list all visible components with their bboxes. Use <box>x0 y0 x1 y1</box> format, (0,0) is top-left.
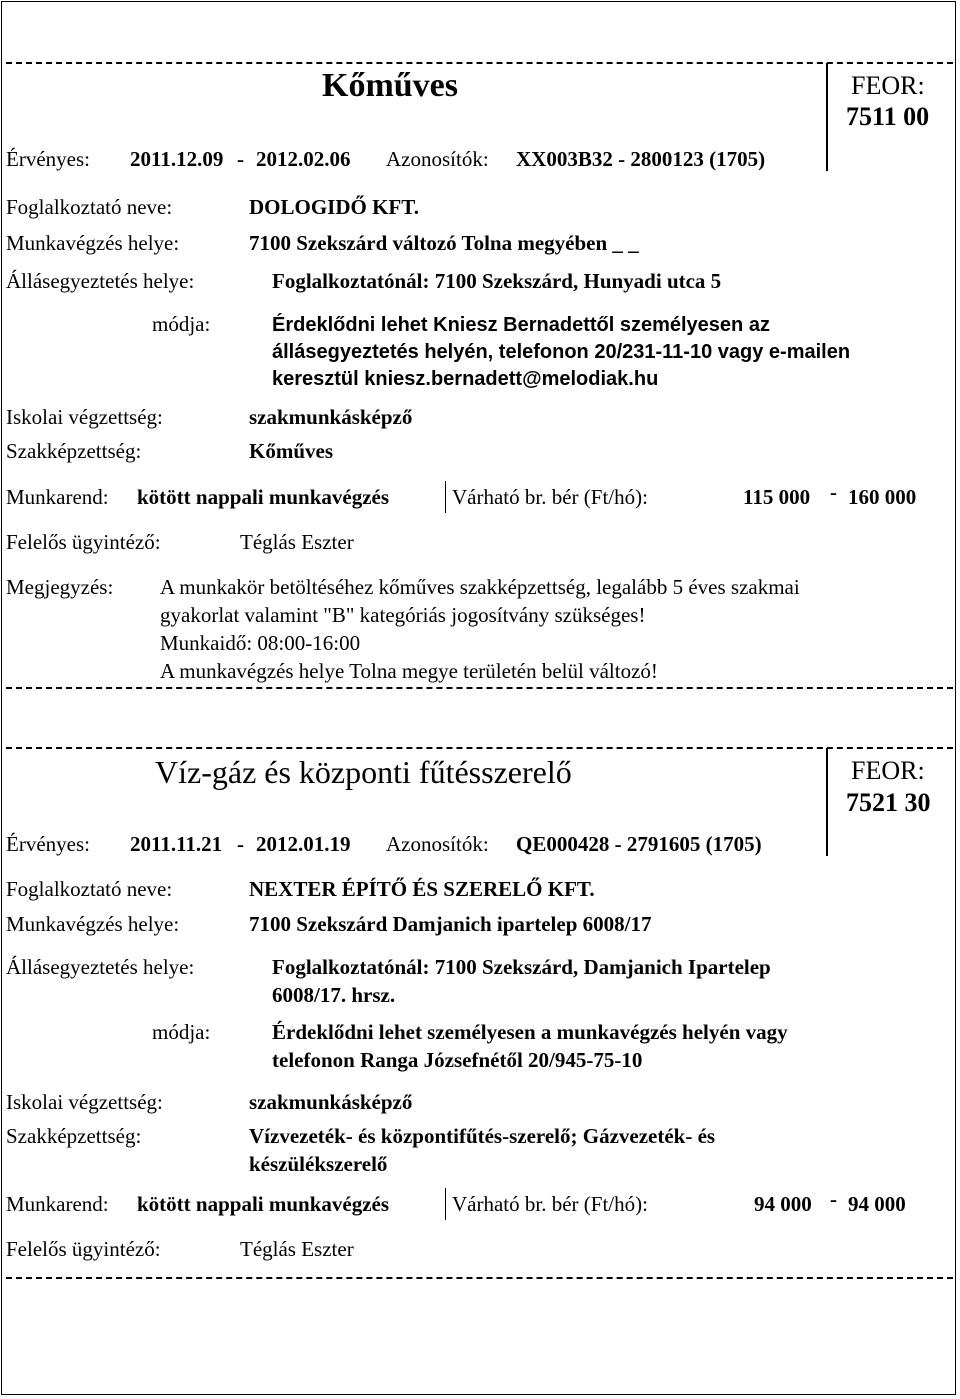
note-line: A munkakör betöltéséhez kőműves szakképzettség, legalább 5 éves szakmai <box>160 575 800 599</box>
employer-label: Foglalkoztató neve: <box>6 877 173 901</box>
workplace-label: Munkavégzés helye: <box>6 231 180 255</box>
schedule-label: Munkarend: <box>6 1192 109 1216</box>
workplace-value: 7100 Szekszárd változó Tolna megyében _ _ <box>249 231 639 255</box>
wage-dash: - <box>830 480 837 504</box>
education-label: Iskolai végzettség: <box>6 405 163 429</box>
valid-dash: - <box>237 832 244 856</box>
meeting-place-label: Állásegyeztetés helye: <box>6 269 195 293</box>
valid-dash: - <box>237 147 244 171</box>
valid-label: Érvényes: <box>6 832 90 856</box>
note-label: Megjegyzés: <box>6 575 114 599</box>
meeting-place-line: 6008/17. hrsz. <box>272 983 396 1007</box>
id-value: XX003B32 - 2800123 (1705) <box>516 147 766 171</box>
wage-max: 160 000 <box>848 485 917 509</box>
qualification-value: Kőműves <box>249 439 333 463</box>
method-line: telefonon Ranga Józsefnétől 20/945-75-10 <box>272 1048 643 1072</box>
employer-label: Foglalkoztató neve: <box>6 195 173 219</box>
schedule-value: kötött nappali munkavégzés <box>137 1192 390 1216</box>
id-label: Azonosítók: <box>386 147 489 171</box>
wage-dash: - <box>830 1187 837 1211</box>
workplace-value: 7100 Szekszárd Damjanich ipartelep 6008/17 <box>249 912 652 936</box>
valid-to: 2012.02.06 <box>256 147 351 171</box>
id-label: Azonosítók: <box>386 832 489 856</box>
method-line: Érdeklődni lehet Kniesz Bernadettől személyesen az <box>272 314 770 336</box>
wage-max: 94 000 <box>848 1192 906 1216</box>
officer-label: Felelős ügyintéző: <box>6 1237 161 1261</box>
method-line: Érdeklődni lehet személyesen a munkavégzés helyén vagy <box>272 1020 788 1044</box>
feor-label: FEOR: <box>851 756 925 785</box>
workplace-label: Munkavégzés helye: <box>6 912 180 936</box>
dashed-divider <box>6 1277 953 1279</box>
valid-from: 2011.11.21 <box>130 832 223 856</box>
method-label: módja: <box>152 312 211 336</box>
wage-label: Várható br. bér (Ft/hó): <box>452 485 648 509</box>
wage-min: 115 000 <box>743 485 811 509</box>
valid-label: Érvényes: <box>6 147 90 171</box>
dashed-divider <box>6 747 953 749</box>
meeting-place-value: Foglalkoztatónál: 7100 Szekszárd, Hunyadi utca 5 <box>272 269 722 293</box>
valid-from: 2011.12.09 <box>130 147 224 171</box>
education-value: szakmunkásképző <box>249 405 413 429</box>
officer-name: Téglás Eszter <box>240 1237 354 1261</box>
id-value: QE000428 - 2791605 (1705) <box>516 832 762 856</box>
education-label: Iskolai végzettség: <box>6 1090 163 1114</box>
schedule-label: Munkarend: <box>6 485 109 509</box>
method-label: módja: <box>152 1020 211 1044</box>
employer-name: NEXTER ÉPÍTŐ ÉS SZERELŐ KFT. <box>249 877 595 901</box>
note-line: A munkavégzés helye Tolna megye területén belül változó! <box>160 659 658 683</box>
education-value: szakmunkásképző <box>249 1090 413 1114</box>
employer-name: DOLOGIDŐ KFT. <box>249 195 419 219</box>
note-line: Munkaidő: 08:00-16:00 <box>160 631 361 655</box>
wage-min: 94 000 <box>754 1192 812 1216</box>
method-line: keresztül kniesz.bernadett@melodiak.hu <box>272 368 659 390</box>
meeting-place-line: Foglalkoztatónál: 7100 Szekszárd, Damjanich Ipartelep <box>272 955 771 979</box>
feor-label: FEOR: <box>851 71 925 100</box>
valid-to: 2012.01.19 <box>256 832 351 856</box>
qualification-line: készülékszerelő <box>249 1152 388 1176</box>
feor-divider <box>826 63 828 171</box>
qualification-label: Szakképzettség: <box>6 439 142 463</box>
meeting-place-label: Állásegyeztetés helye: <box>6 955 195 979</box>
qualification-label: Szakképzettség: <box>6 1124 142 1148</box>
dashed-divider <box>6 687 953 689</box>
field-separator <box>445 481 446 513</box>
schedule-value: kötött nappali munkavégzés <box>137 485 390 509</box>
wage-label: Várható br. bér (Ft/hó): <box>452 1192 648 1216</box>
method-line: állásegyeztetés helyén, telefonon 20/231-11-10 vagy e-mailen <box>272 341 851 363</box>
note-line: gyakorlat valamint "B" kategóriás jogosítvány szükséges! <box>160 603 646 627</box>
job-title: Víz-gáz és központi fűtésszerelő <box>155 754 572 790</box>
dashed-divider <box>6 62 953 64</box>
job-title: Kőműves <box>322 67 458 104</box>
officer-name: Téglás Eszter <box>240 530 354 554</box>
feor-code: 7521 30 <box>846 788 931 817</box>
feor-code: 7511 00 <box>846 102 930 131</box>
officer-label: Felelős ügyintéző: <box>6 530 161 554</box>
feor-divider <box>826 748 828 856</box>
field-separator <box>445 1188 446 1220</box>
qualification-line: Vízvezeték- és központifűtés-szerelő; Gázvezeték- és <box>249 1124 716 1148</box>
